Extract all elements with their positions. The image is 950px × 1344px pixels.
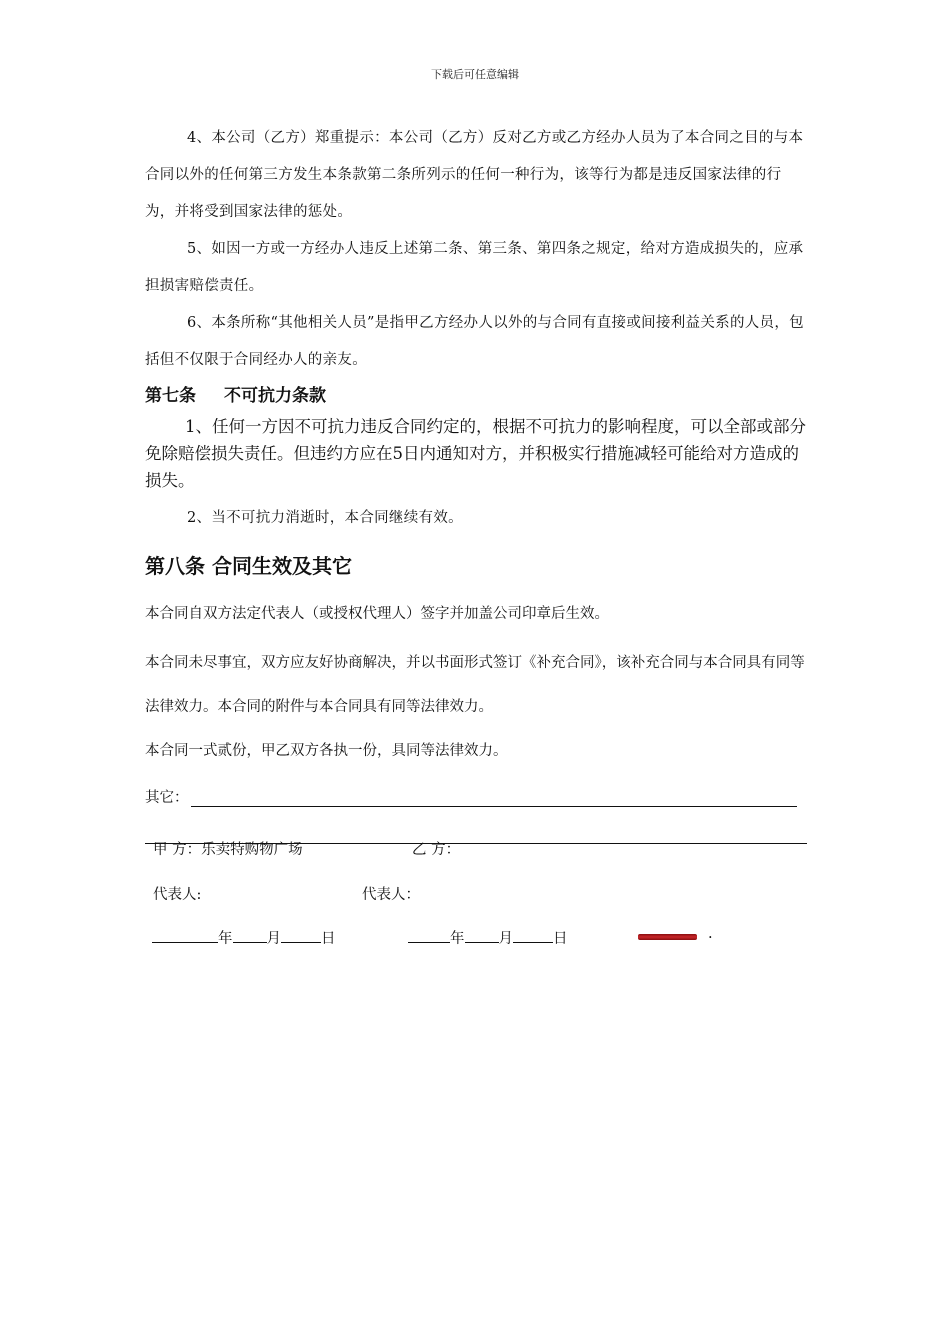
party-a-label: 甲 方：乐卖特购物广场 — [153, 842, 303, 858]
other-row — [145, 777, 807, 807]
month-blank-a[interactable] — [233, 926, 267, 943]
document-body — [145, 120, 807, 844]
month-blank-b[interactable] — [465, 926, 499, 943]
page-header: 下载后可任意编辑 — [431, 68, 519, 81]
article-8-paragraph-1: 本合同自双方法定代表人（或授权代理人）签字并加盖公司印章后生效。 — [145, 606, 609, 622]
date-b — [408, 926, 568, 948]
year-label-b: 年 — [450, 931, 465, 947]
clause-5-paragraph: 5、如因一方或一方经办人违反上述第二条、第三条、第四条之规定，给对方造成损失的，应承担损害赔偿责任。 — [145, 241, 804, 294]
date-a — [152, 926, 336, 948]
article-7-number: 第七条 — [145, 386, 196, 406]
article-8-heading: 第八条 合同生效及其它 — [145, 554, 352, 578]
article-7-item-2: 2、当不可抗力消逝时，本合同继续有效。 — [187, 510, 463, 526]
year-blank-a[interactable] — [152, 926, 218, 943]
day-label-b: 日 — [553, 931, 568, 947]
trailing-dot: . — [708, 926, 713, 942]
day-blank-a[interactable] — [281, 926, 321, 943]
day-label-a: 日 — [321, 931, 336, 947]
year-label-a: 年 — [218, 931, 233, 947]
article-8-paragraph-2: 本合同未尽事宜，双方应友好协商解决，并以书面形式签订《补充合同》，该补充合同与本合同具有同等法律效力。本合同的附件与本合同具有同等法律效力。 — [145, 655, 805, 715]
month-label-b: 月 — [498, 931, 513, 947]
article-7-title: 不可抗力条款 — [224, 386, 326, 406]
article-8-paragraph-3: 本合同一式贰份，甲乙双方各执一份，具同等法律效力。 — [145, 743, 508, 759]
clause-6-paragraph: 6、本条所称“其他相关人员”是指甲乙方经办人以外的与合同有直接或间接利益关系的人员，包括但不仅限于合同经办人的亲友。 — [145, 315, 804, 368]
day-blank-b[interactable] — [513, 926, 553, 943]
clause-4-paragraph: 4、本公司（乙方）郑重提示：本公司（乙方）反对乙方或乙方经办人员为了本合同之目的与本合同以外的任何第三方发生本条款第二条所列示的任何一种行为，该等行为都是违反国家法律的行为，并将受到国家法律的惩处。 — [145, 130, 804, 220]
party-b-label: 乙 方： — [412, 842, 461, 858]
year-blank-b[interactable] — [408, 926, 450, 943]
red-seal-mark — [638, 934, 697, 940]
representative-a-label: 代表人: — [153, 887, 202, 903]
representative-b-label: 代表人： — [362, 887, 420, 903]
other-underline[interactable] — [191, 784, 797, 807]
article-7-heading — [145, 381, 807, 411]
other-label: 其它： — [145, 790, 189, 806]
month-label-a: 月 — [266, 931, 281, 947]
article-7-item-1: 1、任何一方因不可抗力违反合同约定的，根据不可抗力的影响程度，可以全部或部分免除赔偿损失责任。但违约方应在5日内通知对方，并积极实行措施减轻可能给对方造成的损失。 — [145, 417, 806, 490]
